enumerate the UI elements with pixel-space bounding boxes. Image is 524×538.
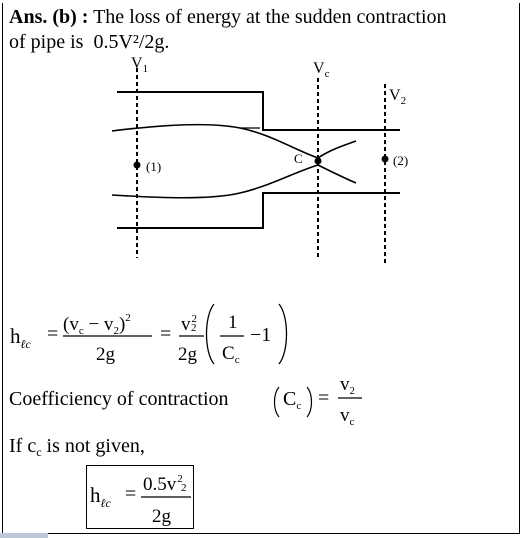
- label-point-2: (2): [393, 153, 409, 168]
- eq1-inner-denominator: $C_c$: [222, 343, 240, 366]
- final-formula-box: [86, 465, 194, 529]
- eq1-denominator-1: 2g: [96, 344, 115, 365]
- coeff-right-paren: [307, 387, 312, 417]
- eq2-numerator: $0.5v^2$: [143, 473, 183, 495]
- label-v1: $V_1$: [131, 55, 149, 75]
- coefficient-label: Coefficiency of contraction: [9, 388, 229, 410]
- label-point-1: (1): [146, 159, 162, 174]
- eq1-lhs: $h_{\ell c}$: [10, 324, 31, 351]
- answer-label: Ans. (b) :: [9, 6, 89, 28]
- bottom-scrollbar-fragment: [0, 533, 48, 538]
- large-pipe-top-wall: [117, 92, 400, 130]
- eq1-inner-numerator: 1: [228, 312, 238, 333]
- eq1-numerator-1: $(v_c - v_2)^2$: [63, 312, 131, 337]
- eq2-equals: =: [125, 483, 137, 505]
- point-2-dot: [382, 156, 389, 163]
- condition-text: If $c_c$ is not given,: [9, 435, 145, 459]
- eq2-lhs: $h_{\ell c}$: [90, 483, 111, 510]
- equation-coefficient: [9, 374, 362, 428]
- answer-text: The loss of energy at the sudden contraction: [93, 6, 447, 28]
- eq1-numerator-2-sub: 2: [191, 322, 197, 334]
- eq1-numerator-2: $v^2$: [181, 313, 197, 335]
- large-pipe-bottom-wall: [117, 193, 400, 228]
- coeff-left-paren: [275, 387, 280, 417]
- eq1-equals-1: =: [47, 323, 59, 345]
- label-v2: $V_2$: [389, 87, 407, 107]
- label-vc: $V_c$: [313, 60, 330, 80]
- label-c: C: [294, 151, 303, 166]
- eq1-equals-2: =: [160, 323, 172, 345]
- eq2-numerator-sub: 2: [181, 482, 187, 494]
- coeff-equals: =: [318, 387, 330, 409]
- coeff-denominator: $v_c$: [340, 405, 355, 428]
- eq1-denominator-2: 2g: [178, 344, 197, 365]
- answer-text-2: of pipe is: [9, 31, 84, 53]
- eq1-left-paren: [207, 304, 215, 364]
- coeff-numerator: $v_2$: [340, 374, 355, 397]
- coefficient-symbol: $C_c$: [283, 388, 302, 412]
- equation-head-loss: [10, 304, 287, 366]
- point-1-dot: [134, 162, 141, 169]
- loss-formula: 0.5V²/2g.: [93, 31, 170, 53]
- eq1-minus-one: −1: [250, 324, 272, 346]
- point-c-dot: [315, 158, 322, 165]
- eq1-right-paren: [279, 304, 287, 364]
- eq2-denominator: 2g: [152, 506, 171, 527]
